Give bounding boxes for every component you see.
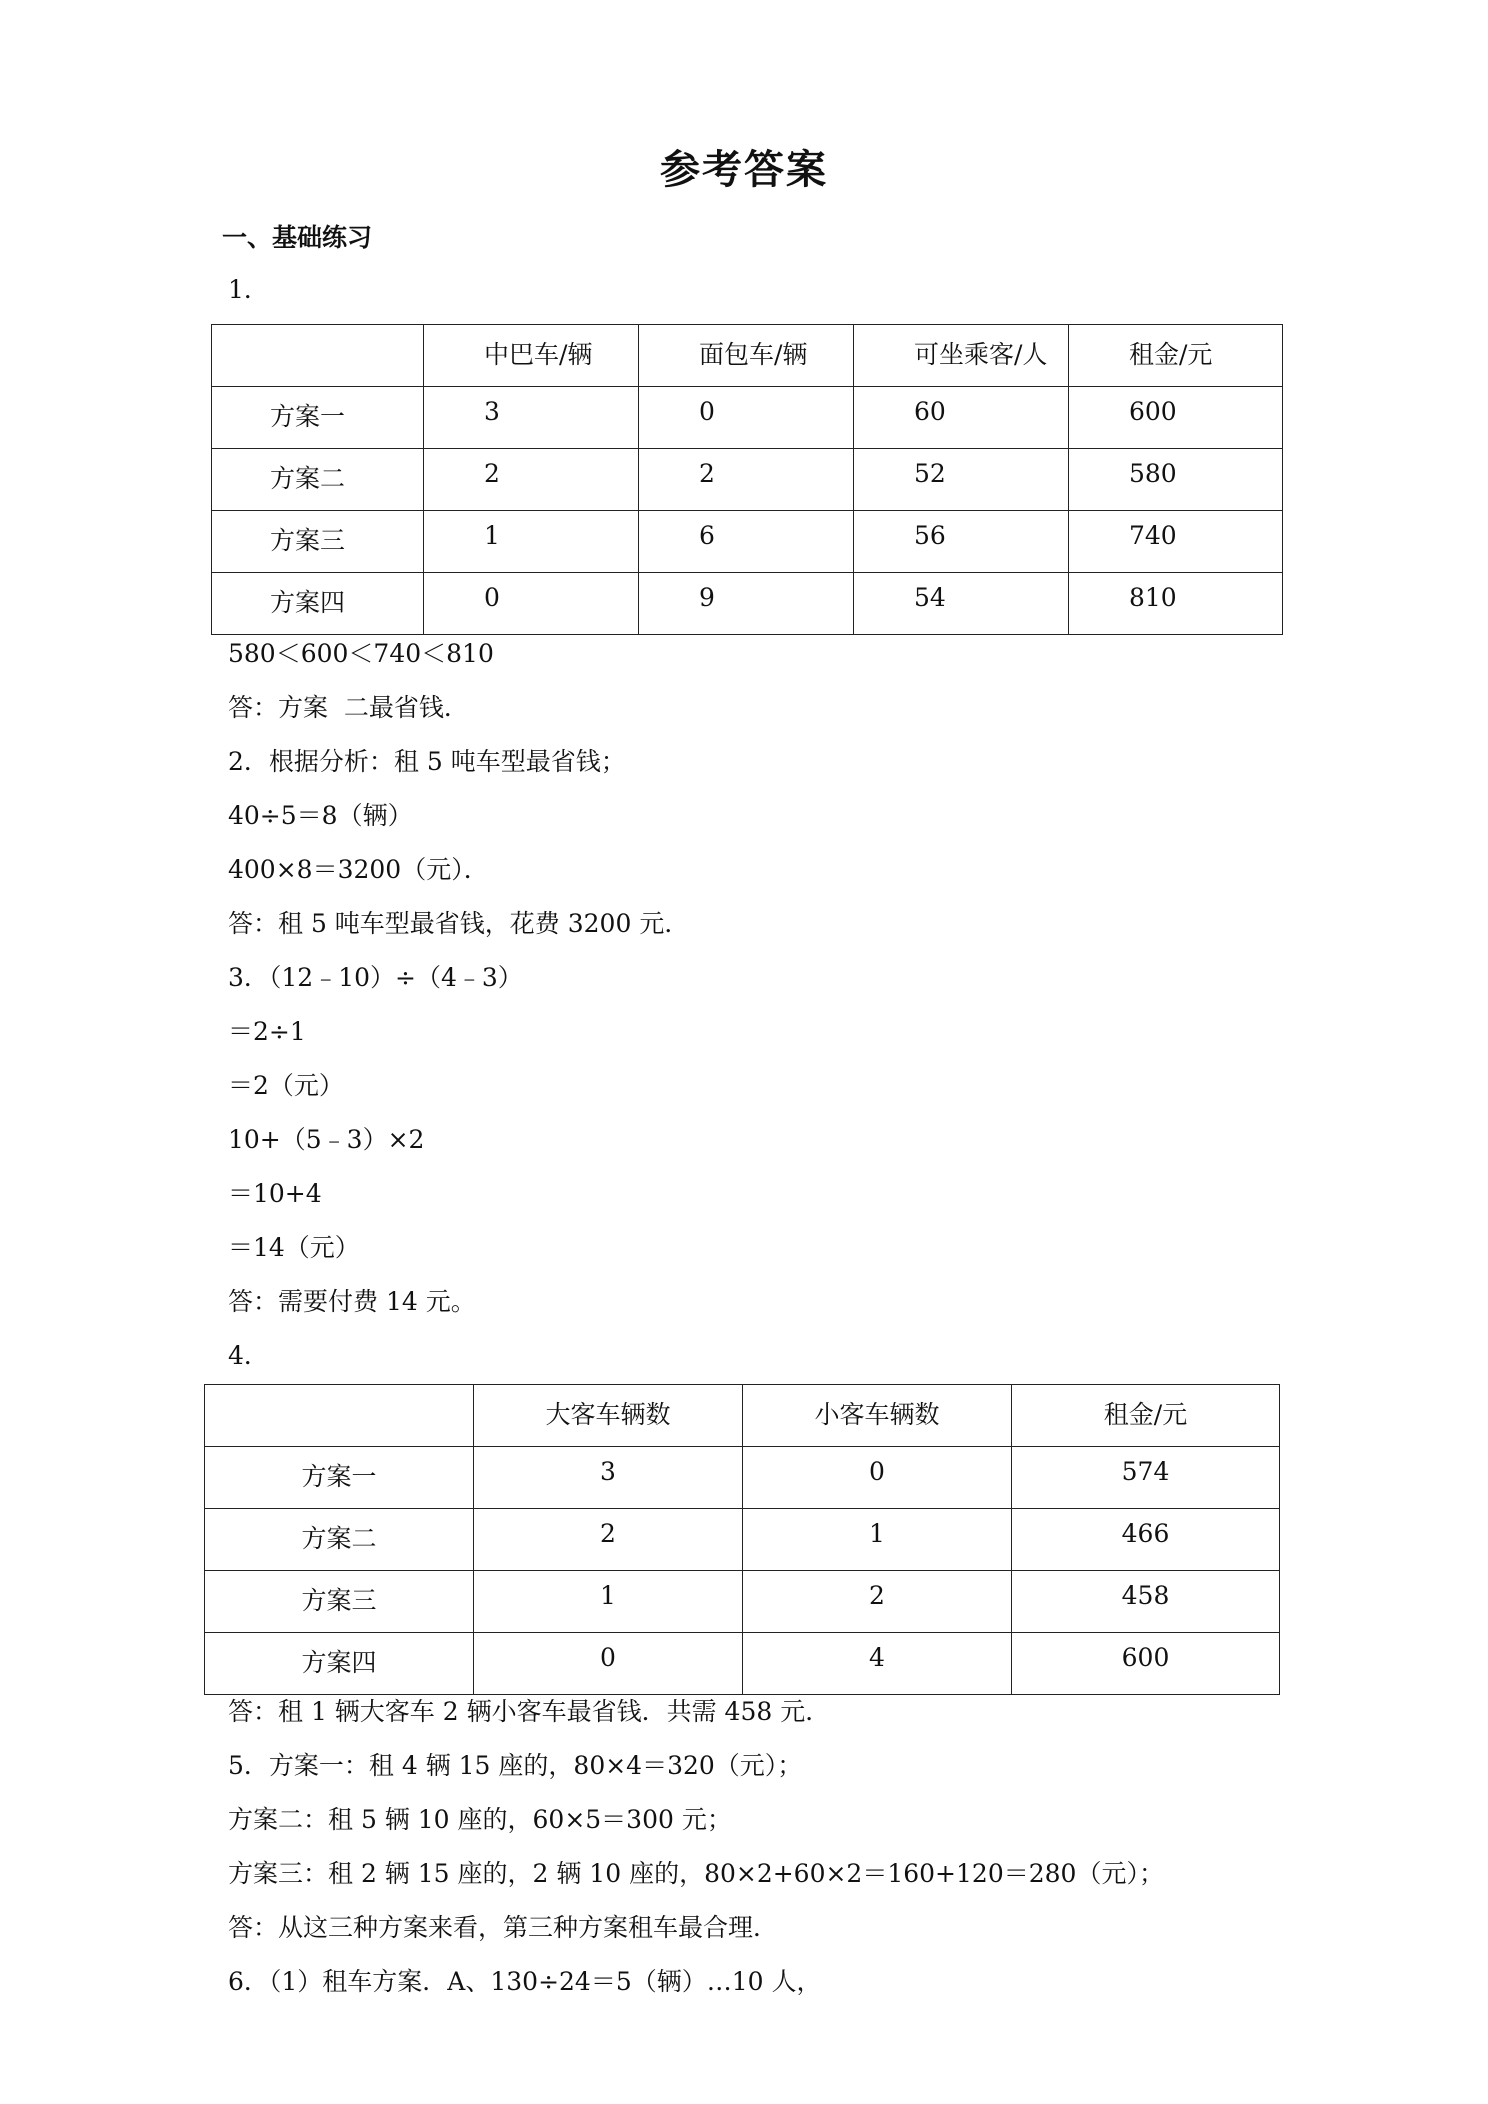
row-label: 方案二	[212, 449, 424, 511]
table-cell: 574	[1012, 1447, 1280, 1509]
table-cell: 6	[639, 511, 854, 573]
section-heading: 一、基础练习	[222, 223, 373, 252]
question-2-line: 400×8＝3200（元）．	[228, 855, 489, 884]
table-cell: 56	[854, 511, 1069, 573]
table-cell: 0	[639, 387, 854, 449]
header-cell: 中巴车/辆	[424, 325, 639, 387]
answer-line: 答：租 5 吨车型最省钱，花费 3200 元．	[228, 909, 690, 938]
table-cell: 9	[639, 573, 854, 635]
row-label: 方案二	[205, 1509, 474, 1571]
row-label: 方案一	[212, 387, 424, 449]
table-cell: 0	[474, 1633, 743, 1695]
table-row	[212, 511, 1283, 573]
question-3-line: 10+（5﹣3）×2	[228, 1125, 425, 1154]
table-cell: 3	[474, 1447, 743, 1509]
page-title: 参考答案	[660, 146, 828, 193]
question-3-line: ＝2÷1	[228, 1017, 306, 1046]
row-label: 方案三	[212, 511, 424, 573]
header-cell-empty	[212, 325, 424, 387]
table-row	[212, 449, 1283, 511]
table-cell: 60	[854, 387, 1069, 449]
header-cell: 租金/元	[1069, 325, 1283, 387]
table-cell: 0	[743, 1447, 1012, 1509]
table-cell: 740	[1069, 511, 1283, 573]
table-cell: 2	[424, 449, 639, 511]
question-5-line: 方案二：租 5 辆 10 座的，60×5＝300 元；	[228, 1805, 732, 1834]
table-cell: 600	[1012, 1633, 1280, 1695]
header-cell-empty	[205, 1385, 474, 1447]
table-cell: 458	[1012, 1571, 1280, 1633]
table-cell: 4	[743, 1633, 1012, 1695]
question-5-line: 方案三：租 2 辆 15 座的，2 辆 10 座的，80×2+60×2＝160+120＝280（元）；	[228, 1859, 1164, 1888]
question-2-line: 40÷5＝8（辆）	[228, 801, 413, 830]
question-5-line: 5．方案一：租 4 辆 15 座的，80×4＝320（元）；	[228, 1751, 803, 1780]
table-cell: 2	[474, 1509, 743, 1571]
question-3-line: ＝2（元）	[228, 1071, 344, 1100]
row-label: 方案三	[205, 1571, 474, 1633]
table-row	[205, 1633, 1280, 1695]
table-cell: 810	[1069, 573, 1283, 635]
answer-line: 答：从这三种方案来看，第三种方案租车最合理．	[228, 1913, 779, 1942]
table-header-row	[212, 325, 1283, 387]
table-row	[212, 387, 1283, 449]
question-3-line: 3．（12﹣10）÷（4﹣3）	[228, 963, 523, 992]
table-coach-plans	[204, 1384, 1280, 1695]
header-cell: 面包车/辆	[639, 325, 854, 387]
question-2-line: 2．根据分析：租 5 吨车型最省钱；	[228, 747, 626, 776]
question-6-line: 6．（1）租车方案．A、130÷24＝5（辆）…10 人，	[228, 1967, 822, 1996]
header-cell: 租金/元	[1012, 1385, 1280, 1447]
table-cell: 54	[854, 573, 1069, 635]
question-3-line: ＝10+4	[228, 1179, 322, 1208]
question-1-label: 1．	[228, 275, 269, 304]
table-row	[212, 573, 1283, 635]
row-label: 方案一	[205, 1447, 474, 1509]
table-cell: 2	[639, 449, 854, 511]
table-cell: 1	[474, 1571, 743, 1633]
table-header-row	[205, 1385, 1280, 1447]
question-4-label: 4．	[228, 1341, 269, 1370]
comparison-line: 580＜600＜740＜810	[228, 639, 494, 668]
row-label: 方案四	[212, 573, 424, 635]
table-cell: 3	[424, 387, 639, 449]
question-3-line: ＝14（元）	[228, 1233, 360, 1262]
table-row	[205, 1509, 1280, 1571]
table-cell: 1	[743, 1509, 1012, 1571]
table-cell: 1	[424, 511, 639, 573]
table-cell: 0	[424, 573, 639, 635]
table-cell: 580	[1069, 449, 1283, 511]
table-cell: 600	[1069, 387, 1283, 449]
answer-line: 答：需要付费 14 元。	[228, 1287, 476, 1316]
table-row	[205, 1447, 1280, 1509]
table-bus-plans	[211, 324, 1283, 635]
answer-line: 答：租 1 辆大客车 2 辆小客车最省钱．共需 458 元．	[228, 1697, 831, 1726]
table-cell: 52	[854, 449, 1069, 511]
header-cell: 可坐乘客/人	[854, 325, 1069, 387]
table-cell: 466	[1012, 1509, 1280, 1571]
table-row	[205, 1571, 1280, 1633]
row-label: 方案四	[205, 1633, 474, 1695]
table-cell: 2	[743, 1571, 1012, 1633]
header-cell: 大客车辆数	[474, 1385, 743, 1447]
answer-line: 答：方案 二最省钱．	[228, 693, 469, 722]
header-cell: 小客车辆数	[743, 1385, 1012, 1447]
